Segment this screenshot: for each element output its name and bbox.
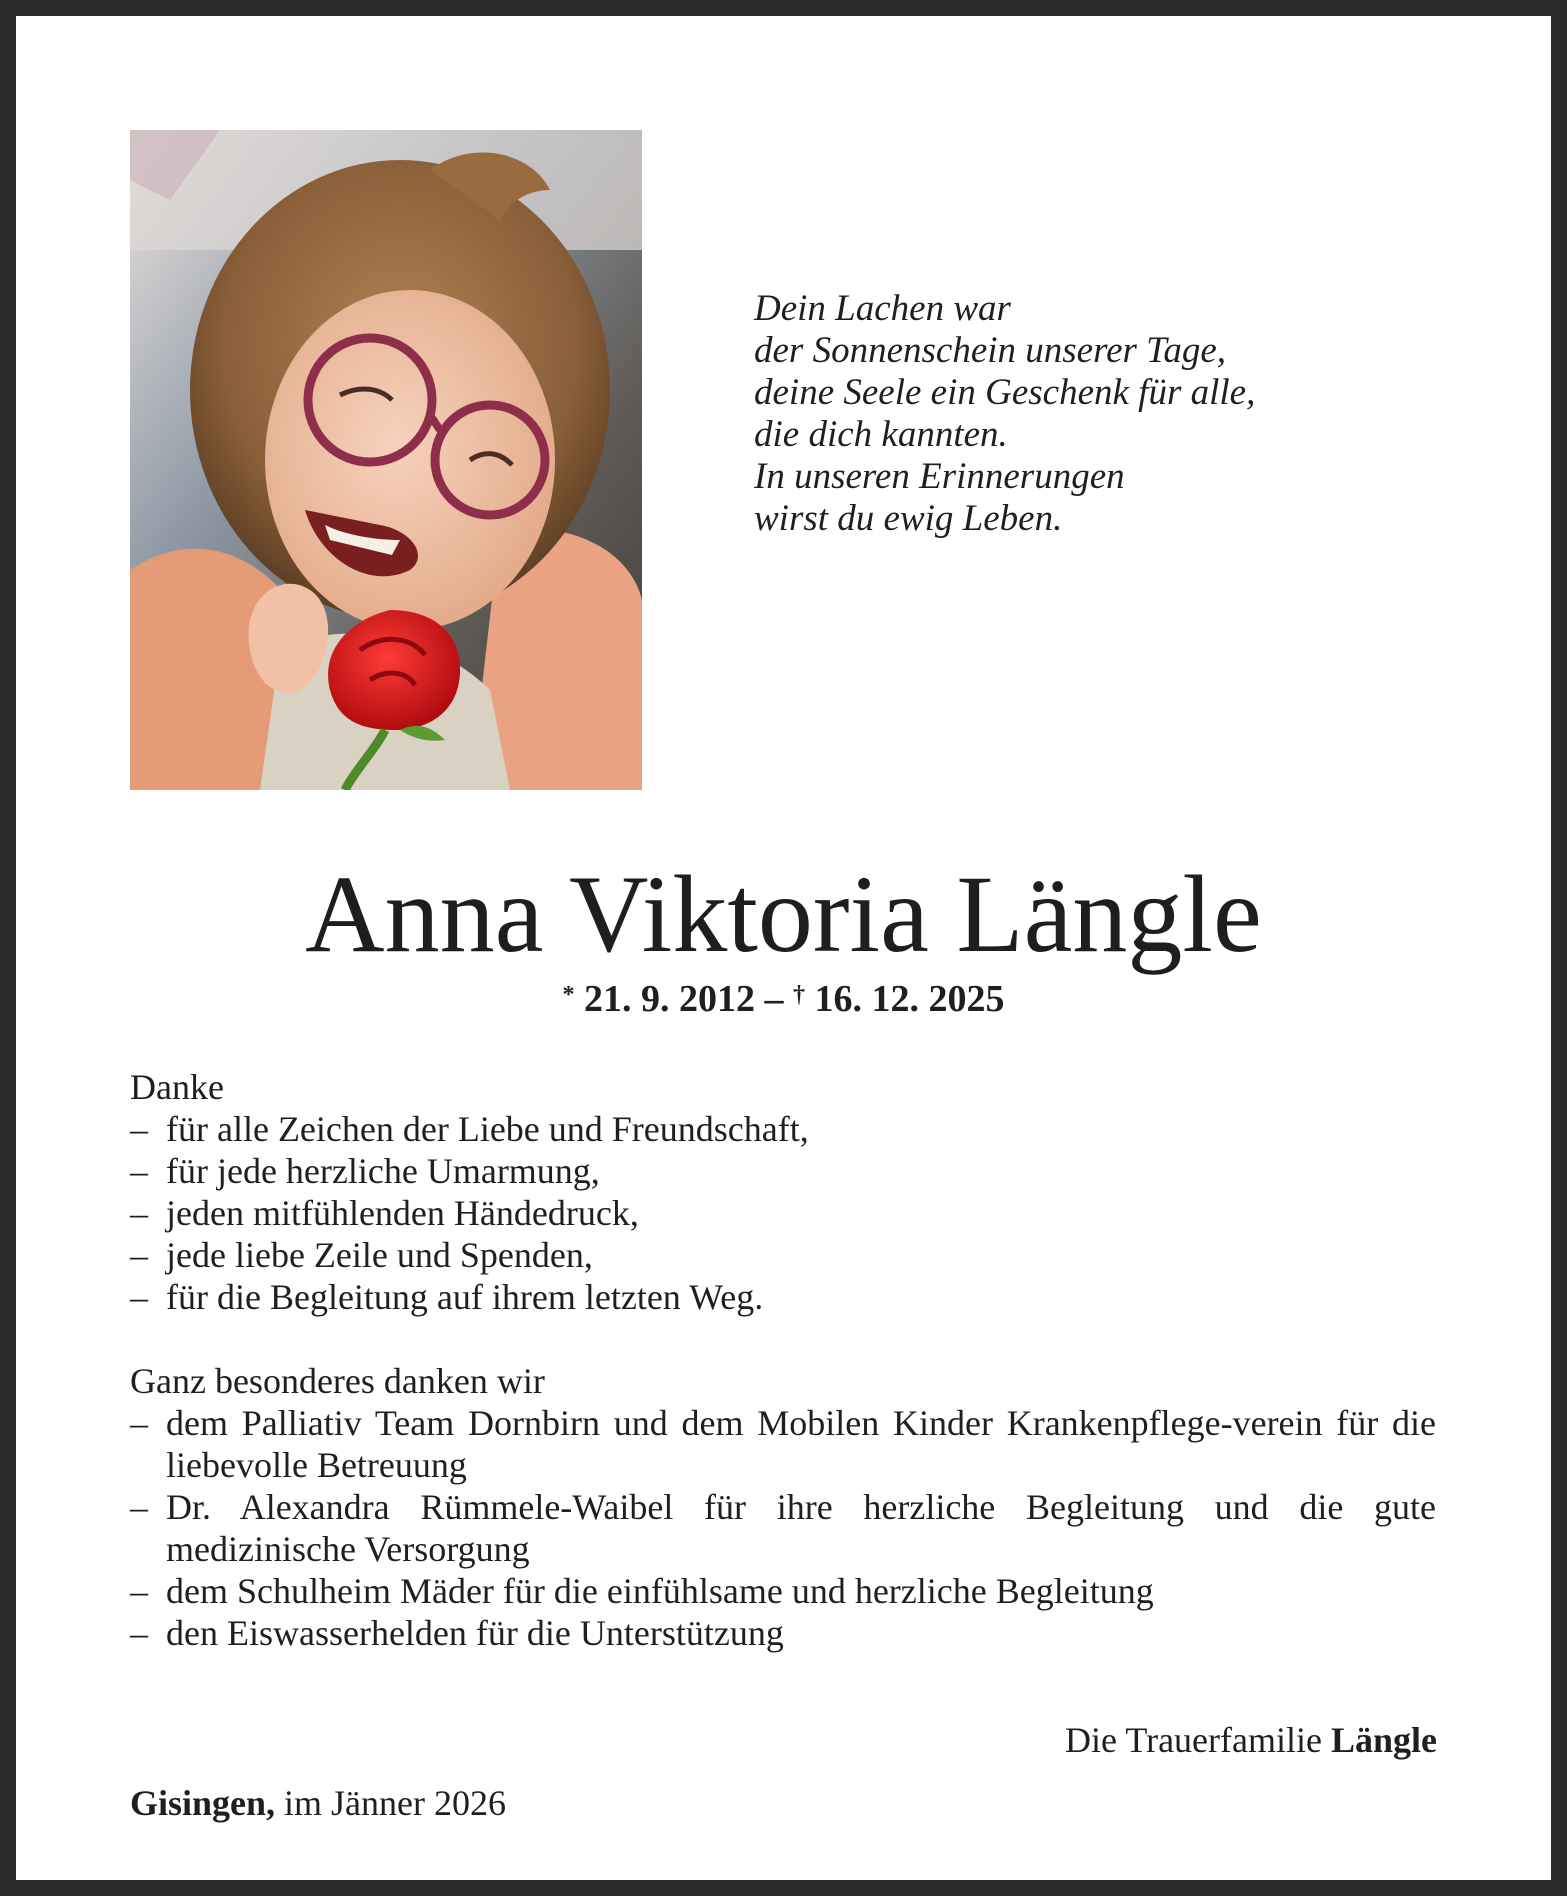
thanks-list	[130, 1108, 1436, 1318]
place-and-date	[130, 1782, 506, 1824]
list-item: – dem Palliativ Team Dornbirn und dem Mobilen Kinder Krankenpflege-verein für die liebevolle Betreuung	[130, 1403, 1436, 1485]
poem-line: Dein Lachen war	[754, 288, 1011, 329]
list-item: – für die Begleitung auf ihrem letzten Weg.	[130, 1277, 764, 1317]
portrait-photo	[130, 130, 642, 790]
memorial-poem	[754, 288, 1255, 540]
thanks-heading: Danke	[130, 1067, 224, 1107]
family-signature	[1065, 1719, 1437, 1761]
list-item: – Dr. Alexandra Rümmele-Waibel für ihre herzliche Begleitung und die gute medizinische Versorgung	[130, 1487, 1436, 1569]
life-dates	[16, 976, 1551, 1022]
thanks-section	[130, 1066, 1436, 1654]
section-spacer	[130, 1318, 1436, 1360]
signature-prefix: Die Trauerfamilie	[1065, 1720, 1322, 1760]
obituary-page	[16, 16, 1551, 1880]
list-item: – dem Schulheim Mäder für die einfühlsame und herzliche Begleitung	[130, 1571, 1154, 1611]
special-thanks-list	[130, 1402, 1436, 1654]
list-item: – den Eiswasserhelden für die Unterstützung	[130, 1613, 784, 1653]
poem-line: die dich kannten.	[754, 414, 1008, 455]
date-separator: –	[764, 978, 784, 1020]
birth-date: 21. 9. 2012	[584, 978, 755, 1020]
list-item: – jeden mitfühlenden Händedruck,	[130, 1193, 639, 1233]
death-date: 16. 12. 2025	[814, 978, 1005, 1020]
issue-date: im Jänner 2026	[284, 1783, 507, 1823]
special-thanks-heading: Ganz besonderes danken wir	[130, 1361, 545, 1401]
place-name: Gisingen,	[130, 1783, 276, 1823]
list-item: – für alle Zeichen der Liebe und Freundschaft,	[130, 1109, 809, 1149]
poem-line: der Sonnenschein unserer Tage,	[754, 330, 1227, 371]
deceased-name: Anna Viktoria Längle	[305, 853, 1262, 975]
birth-symbol: *	[562, 982, 575, 1008]
family-name: Längle	[1330, 1720, 1437, 1760]
poem-line: wirst du ewig Leben.	[754, 498, 1063, 539]
list-item: – für jede herzliche Umarmung,	[130, 1151, 600, 1191]
list-item: – jede liebe Zeile und Spenden,	[130, 1235, 593, 1275]
death-symbol: †	[793, 982, 805, 1008]
poem-line: In unseren Erinnerungen	[754, 456, 1125, 497]
poem-line: deine Seele ein Geschenk für alle,	[754, 372, 1256, 413]
portrait-illustration	[130, 130, 642, 790]
